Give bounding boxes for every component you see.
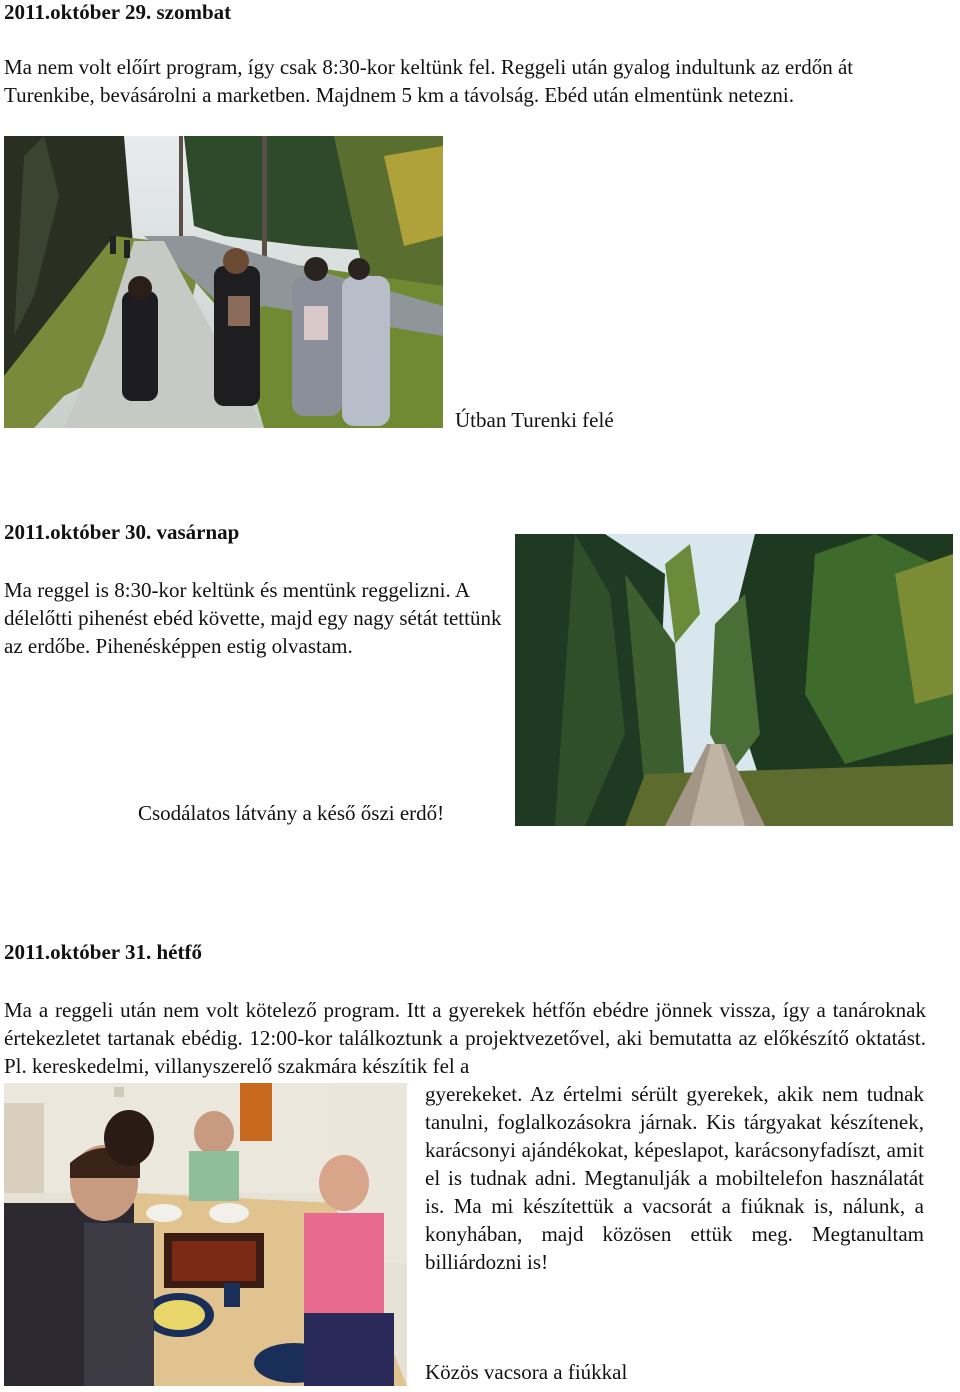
day1-heading: 2011.október 29. szombat bbox=[4, 0, 232, 24]
dinner-photo bbox=[4, 1083, 407, 1386]
day1-photo-caption: Útban Turenki felé bbox=[455, 408, 614, 432]
autumn-forest-photo bbox=[515, 534, 953, 826]
day3-text-side: gyerekeket. Az értelmi sérült gyerekek, akik nem tudnak tanulni, foglalkozásokra járnak. Kis tárgyakat készítenek, karácsonyi ajándékokat, képeslapot, karácsonyfadíszt, amit el is tudnak adni. Megtanulják a mobiltelefon használatát is. Ma mi készítettük a vacsorát a fiúknak is, nálunk, a konyhában, majd közösen ettük meg. Megtanultam billiárdozni is! bbox=[425, 1082, 924, 1274]
forest-path-photo bbox=[4, 136, 443, 428]
day2-photo-caption: Csodálatos látvány a késő őszi erdő! bbox=[138, 801, 445, 825]
day1-text: Ma nem volt előírt program, így csak 8:30-kor keltünk fel. Reggeli után gyalog indultunk az erdőn át Turenkibe, bevásárolni a marketben. Majdnem 5 km a távolság. Ebéd után elmentünk netezni. bbox=[4, 55, 854, 107]
day2-heading: 2011.október 30. vasárnap bbox=[4, 520, 240, 544]
day3-photo-caption: Közös vacsora a fiúkkal bbox=[425, 1360, 628, 1384]
day2-text: Ma reggel is 8:30-kor keltünk és mentünk reggelizni. A délelőtti pihenést ebéd követte, majd egy nagy sétát tettünk az erdőbe. Pihenésképpen estig olvastam. bbox=[4, 578, 502, 658]
day3-text-full: Ma a reggeli után nem volt kötelező program. Itt a gyerekek hétfőn ebédre jönnek vissza, így a tanároknak értekezletet tartanak ebédig. 12:00-kor találkoztunk a projektvezetővel, aki bemutatta az előkészítő oktatást. Pl. kereskedelmi, villanyszerelő szakmára készítik fel a bbox=[4, 998, 926, 1078]
day3-heading: 2011.október 31. hétfő bbox=[4, 940, 202, 964]
